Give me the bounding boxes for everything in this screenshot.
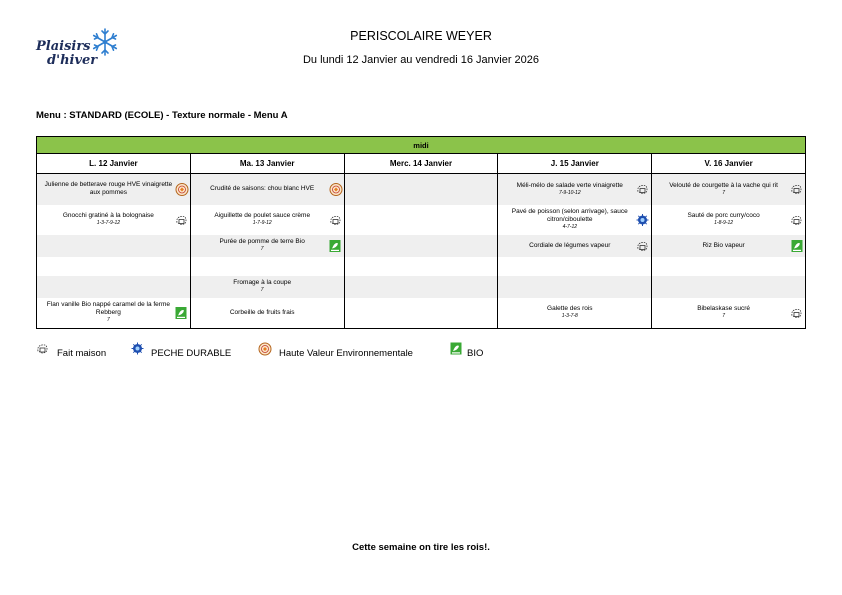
fait-maison-icon <box>636 239 649 252</box>
menu-cell <box>190 257 344 276</box>
day-header: Merc. 14 Janvier <box>344 154 498 174</box>
menu-row <box>37 205 806 235</box>
legend-hve-label: Haute Valeur Environnementale <box>279 348 413 359</box>
menu-cell <box>344 205 498 235</box>
dish-name: Aiguillette de poulet sauce crème <box>214 212 311 219</box>
menu-cell <box>37 276 191 298</box>
menu-cell <box>37 174 191 205</box>
hve-icon <box>258 342 272 356</box>
dish-name: Flan vanille Bio nappé caramel de la ferme Rebberg <box>46 301 170 317</box>
peche-durable-icon <box>131 342 144 355</box>
fait-maison-icon <box>175 213 188 226</box>
menu-cell <box>190 174 344 205</box>
dish-name: Sauté de porc curry/coco <box>687 212 760 219</box>
bio-icon <box>329 239 342 252</box>
menu-cell <box>37 257 191 276</box>
page-title: PERISCOLAIRE WEYER <box>350 29 492 43</box>
peche-durable-icon <box>636 213 649 226</box>
fait-maison-icon <box>790 213 803 226</box>
dish-name: Bibelaskase sucré <box>697 305 750 313</box>
logo-line-2: d'hiver <box>47 53 98 68</box>
day-header: Ma. 13 Janvier <box>190 154 344 174</box>
dish-name: Purée de pomme de terre Bio <box>219 238 305 245</box>
fait-maison-icon <box>329 213 342 226</box>
menu-cell <box>498 276 652 298</box>
footer-note: Cette semaine on tire les rois!. <box>352 542 490 553</box>
dish-name: Galette des rois <box>547 305 593 313</box>
bio-icon <box>790 239 803 252</box>
menu-cell <box>344 174 498 205</box>
date-range: Du lundi 12 Janvier au vendredi 16 Janvier 2026 <box>302 54 540 66</box>
allergen-codes: 1-3-7-8 <box>561 313 578 320</box>
day-header: J. 15 Janvier <box>498 154 652 174</box>
menu-cell <box>652 205 806 235</box>
menu-row <box>37 235 806 257</box>
meal-header: midi <box>37 137 806 154</box>
menu-row <box>37 298 806 329</box>
menu-cell <box>652 174 806 205</box>
dish-name: Pavé de poisson (selon arrivage), sauce citron/ciboulette <box>511 208 628 223</box>
dish-name: Cordiale de légumes vapeur <box>529 241 611 249</box>
allergen-codes: 7 <box>107 317 110 324</box>
menu-cell <box>190 235 344 257</box>
allergen-codes: 7 <box>722 313 725 320</box>
dish-name: Méli-mélo de salade verte vinaigrette <box>516 181 623 189</box>
menu-cell <box>37 298 191 329</box>
fait-maison-icon <box>36 342 49 355</box>
allergen-codes: 7-9-10-12 <box>558 189 581 196</box>
dish-name: Crudité de saisons: chou blanc HVE <box>210 185 315 193</box>
menu-cell <box>344 298 498 329</box>
menu-cell <box>190 298 344 329</box>
allergen-codes: 1-3-7-9-12 <box>96 220 121 226</box>
allergen-codes: 7 <box>722 189 725 196</box>
hve-icon <box>329 183 342 196</box>
menu-row <box>37 276 806 298</box>
legend-peche-durable-label: PECHE DURABLE <box>151 348 232 359</box>
menu-cell <box>190 205 344 235</box>
bio-icon <box>450 342 462 355</box>
day-header: L. 12 Janvier <box>37 154 191 174</box>
day-header: V. 16 Janvier <box>652 154 806 174</box>
logo-line-1: Plaisirs <box>36 39 91 54</box>
dish-name: Gnocchi gratiné à la bolognaise <box>62 212 154 219</box>
menu-cell <box>37 235 191 257</box>
menu-cell <box>652 257 806 276</box>
menu-cell <box>344 257 498 276</box>
fait-maison-icon <box>790 183 803 196</box>
menu-table <box>36 136 806 329</box>
dish-name: Julienne de betterave rouge HVE vinaigrette aux pommes <box>44 181 173 197</box>
menu-cell <box>498 174 652 205</box>
dish-name: Corbeille de fruits frais <box>229 308 295 316</box>
menu-cell <box>498 205 652 235</box>
menu-row <box>37 174 806 205</box>
menu-cell <box>652 298 806 329</box>
menu-cell <box>498 235 652 257</box>
fait-maison-icon <box>790 306 803 319</box>
menu-cell <box>344 276 498 298</box>
dish-name: Fromage à la coupe <box>233 279 292 286</box>
bio-icon <box>175 306 188 319</box>
menu-label: Menu : STANDARD (ECOLE) - Texture normale - Menu A <box>36 110 288 121</box>
menu-row <box>37 257 806 276</box>
menu-cell <box>190 276 344 298</box>
dish-name: Velouté de courgette à la vache qui rit <box>669 181 778 189</box>
menu-cell <box>652 235 806 257</box>
menu-cell <box>498 298 652 329</box>
dish-name: Riz Bio vapeur <box>702 241 745 249</box>
menu-cell <box>37 205 191 235</box>
hve-icon <box>175 183 188 196</box>
allergen-codes: 1-7-9-12 <box>252 220 272 226</box>
menu-cell <box>498 257 652 276</box>
fait-maison-icon <box>636 183 649 196</box>
allergen-codes: 7 <box>260 246 264 252</box>
allergen-codes: 7 <box>260 287 264 293</box>
allergen-codes: 4-7-12 <box>562 224 578 230</box>
allergen-codes: 1-8-9-12 <box>714 220 734 226</box>
legend-fait-maison-label: Fait maison <box>57 348 107 359</box>
menu-cell <box>652 276 806 298</box>
menu-cell <box>344 235 498 257</box>
legend-bio-label: BIO <box>467 348 484 359</box>
